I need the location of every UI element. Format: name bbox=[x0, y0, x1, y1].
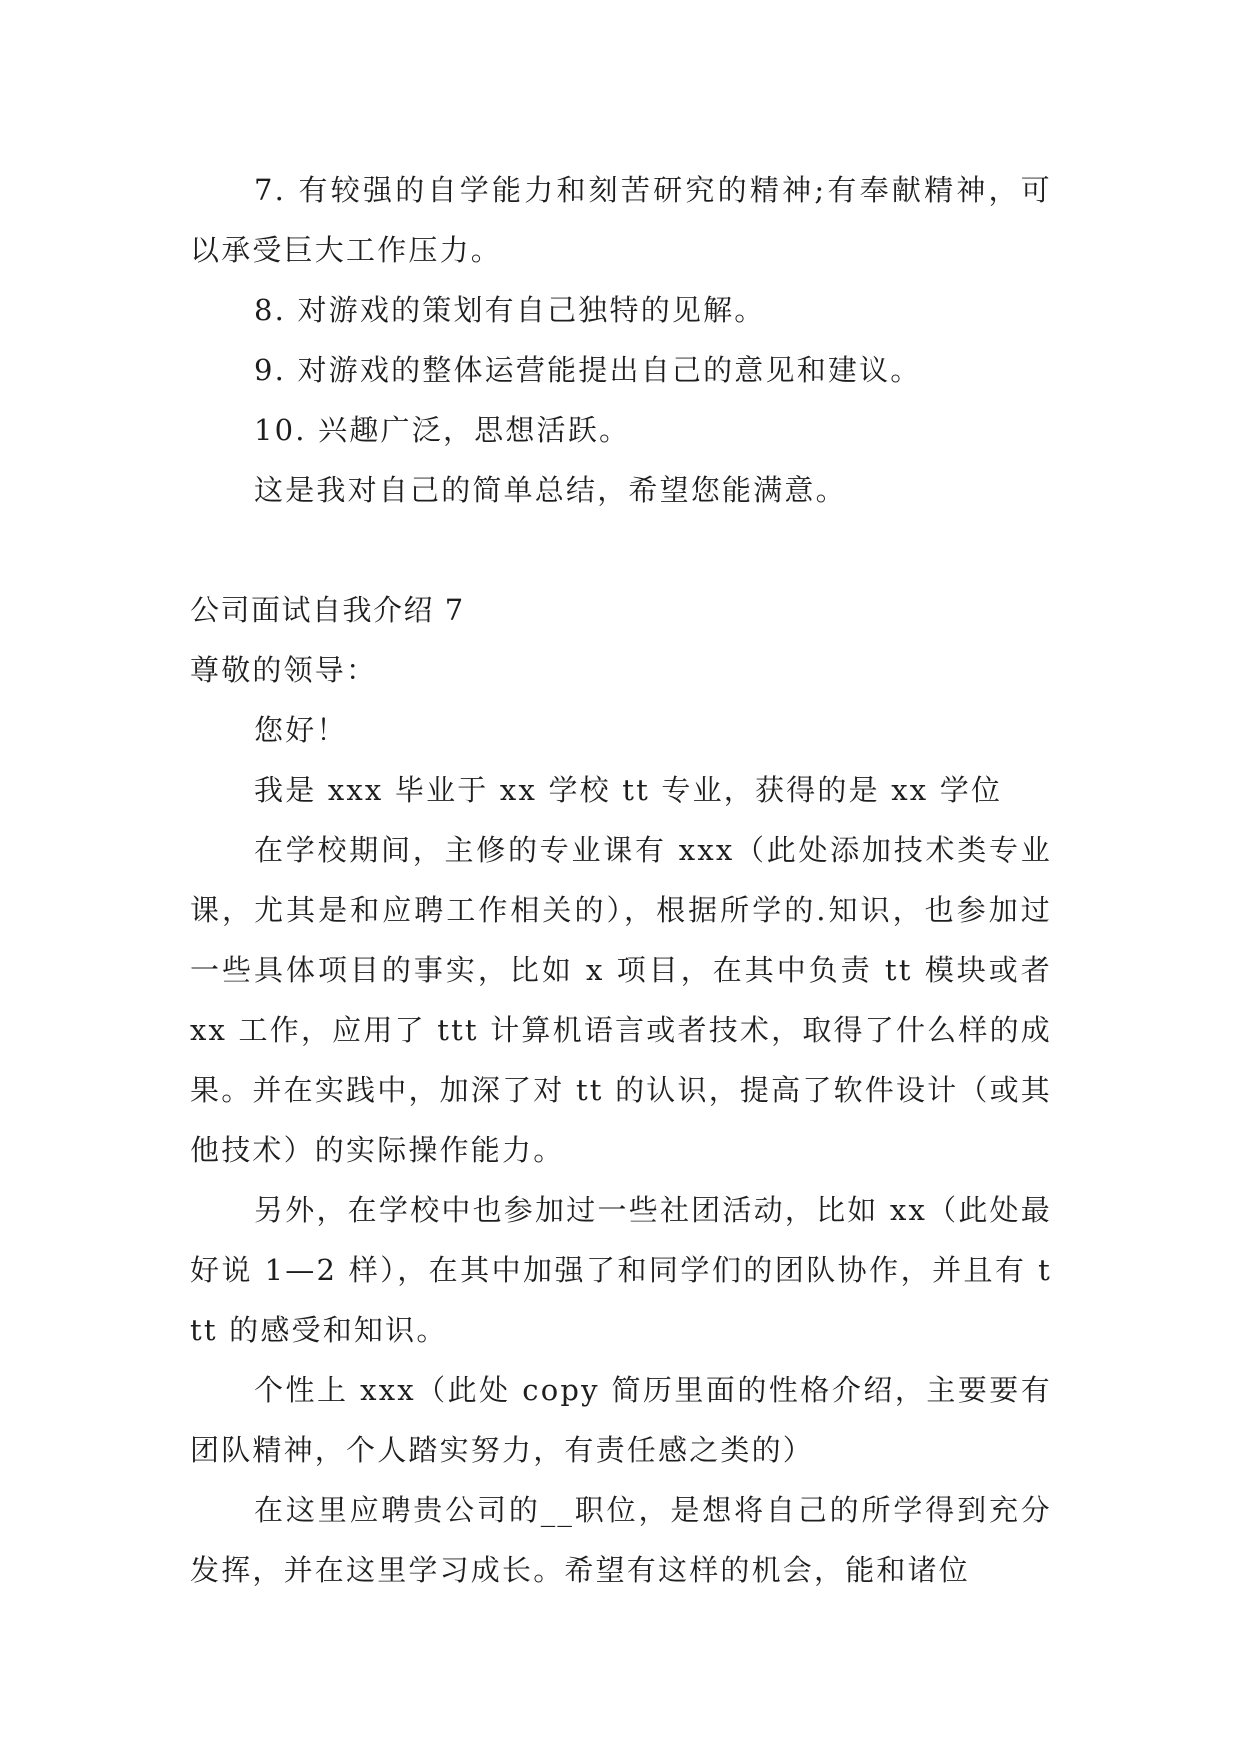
list-item-8: 8. 对游戏的策划有自己独特的见解。 bbox=[254, 293, 766, 327]
list-item-9: 9. 对游戏的整体运营能提出自己的意见和建议。 bbox=[254, 353, 922, 387]
document-body bbox=[190, 160, 1052, 1600]
salutation: 尊敬的领导： bbox=[190, 653, 378, 687]
paragraph-activities: 另外，在学校中也参加过一些社团活动，比如 xx（此处最好说 1—2 样），在其中加强了和同学们的团队协作，并且有 ttt 的感受和知识。 bbox=[190, 1193, 1052, 1347]
paragraph-personality: 个性上 xxx（此处 copy 简历里面的性格介绍，主要要有团队精神，个人踏实努力，有责任感之类的） bbox=[190, 1373, 1052, 1467]
section-gap bbox=[190, 520, 1052, 580]
list-item-10: 10. 兴趣广泛，思想活跃。 bbox=[254, 413, 631, 447]
greeting: 您好！ bbox=[254, 713, 348, 747]
closing-sentence: 这是我对自己的简单总结，希望您能满意。 bbox=[254, 473, 847, 507]
paragraph-intro: 我是 xxx 毕业于 xx 学校 tt 专业，获得的是 xx 学位 bbox=[254, 773, 1003, 807]
paragraph-courses: 在学校期间，主修的专业课有 xxx（此处添加技术类专业课，尤其是和应聘工作相关的），根据所学的.知识，也参加过一些具体项目的事实，比如 x 项目，在其中负责 tt 模块或者 xx 工作，应用了 ttt 计算机语言或者技术，取得了什么样的成果。并在实践中，加深了对 tt 的认识，提高了软件设计（或其他技术）的实际操作能力。 bbox=[190, 833, 1052, 1167]
list-item-7: 7. 有较强的自学能力和刻苦研究的精神;有奉献精神，可以承受巨大工作压力。 bbox=[190, 173, 1052, 267]
paragraph-application: 在这里应聘贵公司的__职位，是想将自己的所学得到充分发挥，并在这里学习成长。希望有这样的机会，能和诸位 bbox=[190, 1493, 1052, 1587]
section-title: 公司面试自我介绍 7 bbox=[190, 593, 465, 627]
